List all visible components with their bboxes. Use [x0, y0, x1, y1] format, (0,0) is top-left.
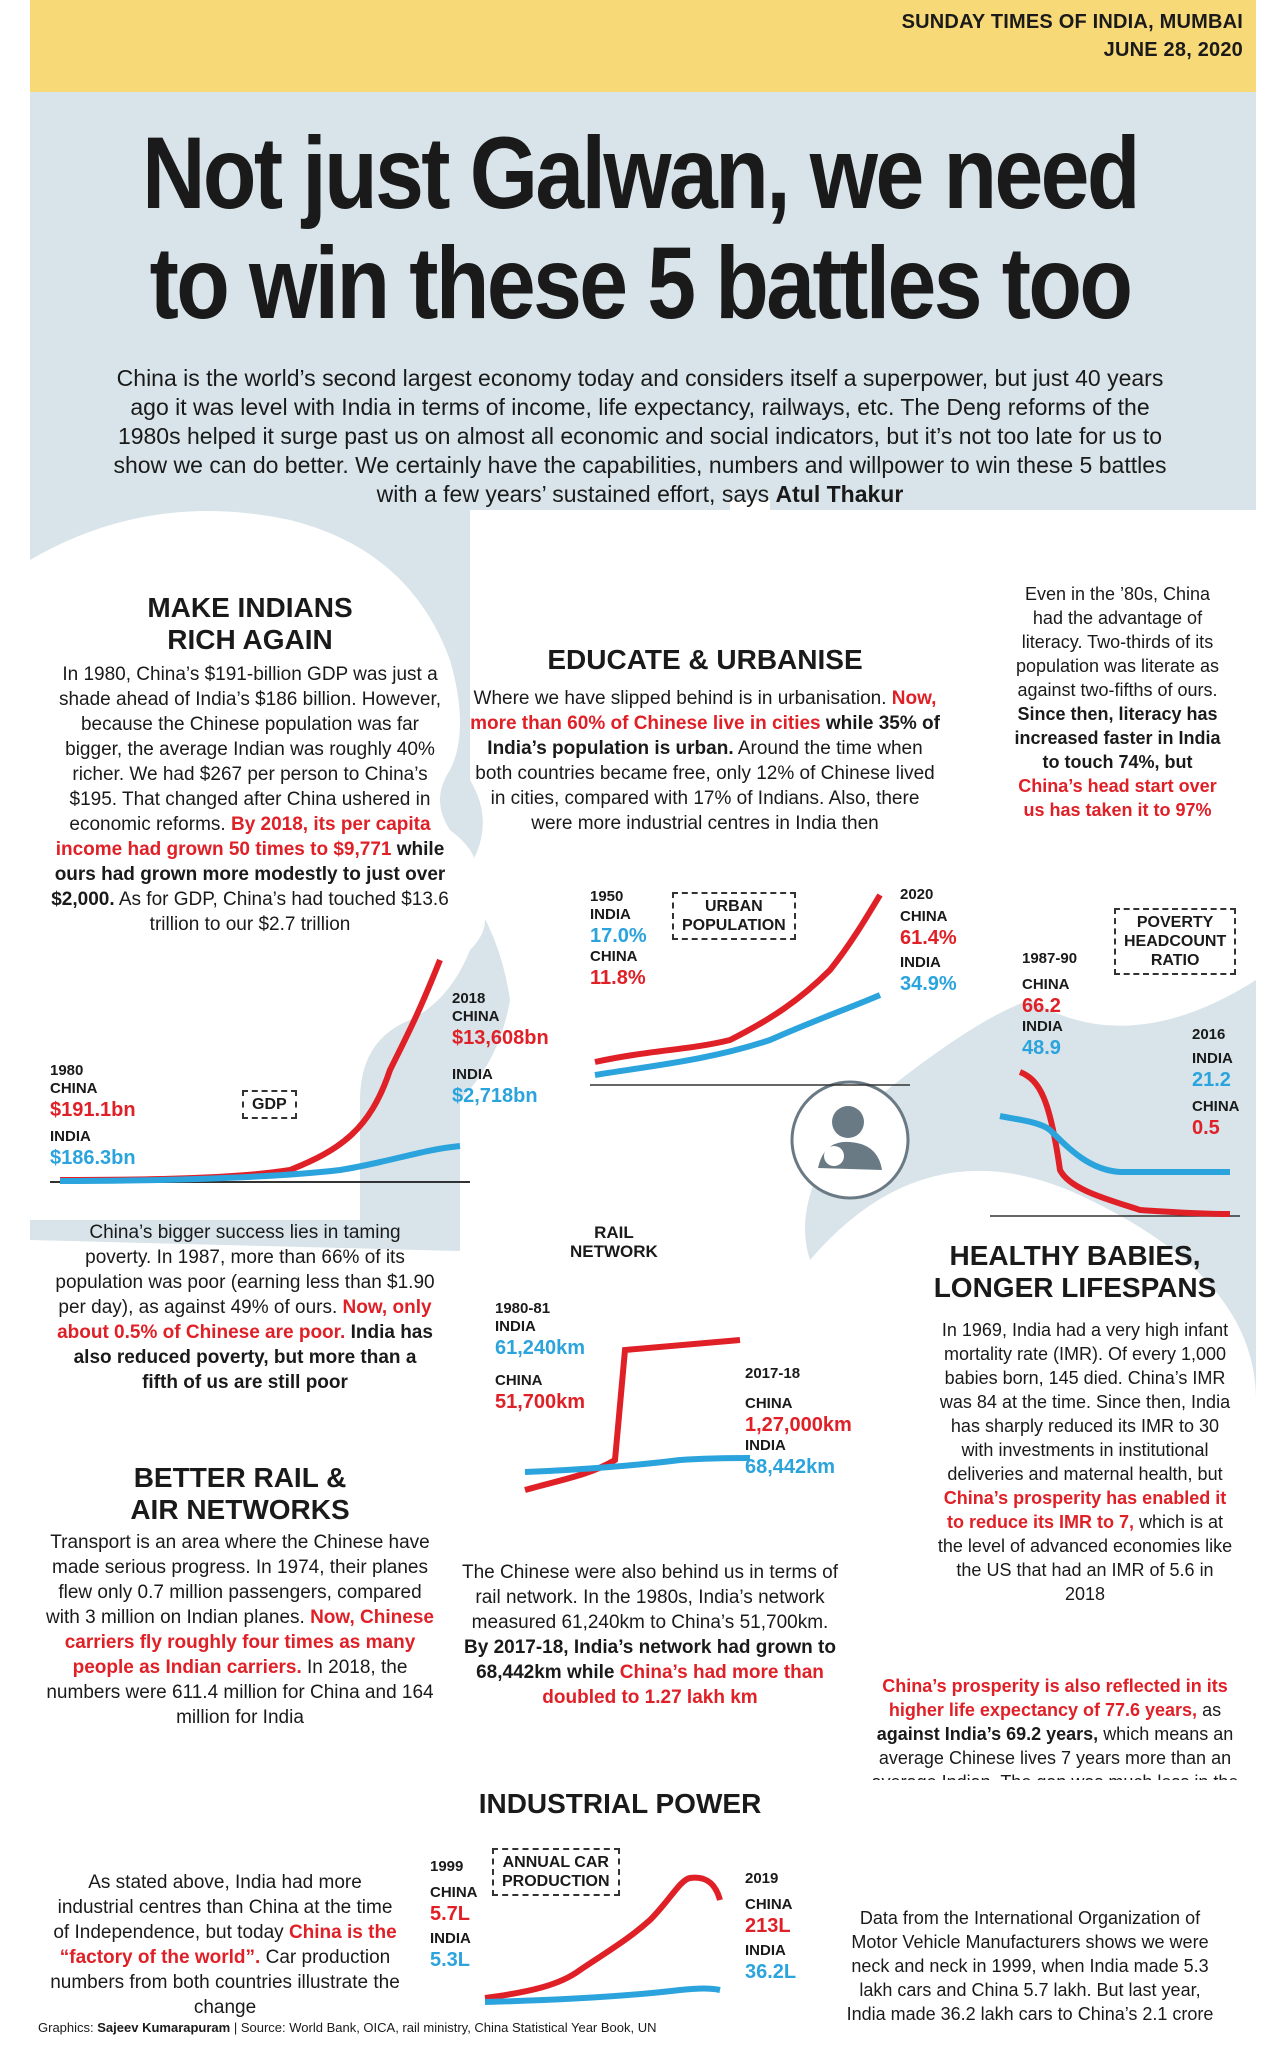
- gdp-china-label-end: CHINA: [452, 1008, 500, 1025]
- rich-paragraph-2: [55, 1220, 435, 1395]
- rail-title-line2: NETWORK: [570, 1242, 658, 1261]
- poverty-start-labels: [1022, 950, 1077, 1060]
- urban-india-label: INDIA: [590, 906, 631, 923]
- rail-chart-title: [562, 1220, 666, 1264]
- rail-india-label: INDIA: [495, 1318, 536, 1335]
- rich-p1-end: As for GDP, China’s had touched $13.6 trillion to our $2.7 trillion: [118, 889, 449, 935]
- headline-line1: Not just Galwan, we need: [142, 116, 1138, 230]
- literacy-bold: Since then, literacy has increased faster in India to touch 74%, but: [1014, 704, 1221, 772]
- section-title-rich: [60, 592, 440, 656]
- urban-start-year: 1950: [590, 888, 624, 905]
- rich-p2-red: Now, only about 0.5% of Chinese are poor.: [57, 1297, 432, 1343]
- rail-end-labels: [745, 1365, 852, 1479]
- rail-india-label-end: INDIA: [745, 1437, 786, 1454]
- urban-china-label-end: CHINA: [900, 908, 948, 925]
- car-start-year: 1999: [430, 1858, 464, 1875]
- rail-air-red: Now, Chinese carriers fly roughly four times as many people as Indian carriers.: [64, 1607, 434, 1678]
- educate-bold: while 35% of India’s population is urban.: [487, 713, 940, 759]
- industrial-text-b: Car production numbers from both countries illustrate the change: [50, 1947, 400, 2018]
- rich-title-line2: RICH AGAIN: [167, 624, 333, 655]
- educate-paragraph: [470, 686, 940, 836]
- poverty-china-end: 0.5: [1192, 1117, 1220, 1139]
- health-p2-a: as: [1202, 1700, 1222, 1720]
- gdp-chart-title: GDP: [242, 1090, 297, 1119]
- gdp-china-start: $191.1bn: [50, 1099, 136, 1121]
- rail-air-text-b: In 2018, the numbers were 611.4 million for China and 164 million for India: [46, 1657, 434, 1728]
- baby-icon: [790, 1080, 910, 1200]
- rich-p1-bold: while ours had grown more modestly to just over $2,000.: [51, 839, 446, 910]
- car-china-label-end: CHINA: [745, 1896, 793, 1913]
- rich-p2-text: China’s bigger success lies in taming poverty. In 1987, more than 66% of its population was poor (earning less than $1.90 per day), as against 49% of ours.: [55, 1222, 435, 1318]
- health-title-line1: HEALTHY BABIES,: [949, 1240, 1201, 1271]
- car-end-labels: [745, 1870, 796, 1984]
- car-india-end: 36.2L: [745, 1961, 797, 1983]
- publication-date: JUNE 28, 2020: [1103, 39, 1243, 61]
- gdp-india-start: $186.3bn: [50, 1147, 136, 1169]
- poverty-start-year: 1987-90: [1022, 950, 1078, 967]
- health-p2-red: China’s prosperity is also reflected in its higher life expectancy of 77.6 years,: [882, 1676, 1228, 1720]
- poverty-chart-title: [1114, 908, 1236, 975]
- urban-india-end: 34.9%: [900, 973, 957, 995]
- rich-p2-bold: India has also reduced poverty, but more than a fifth of us are still poor: [73, 1322, 433, 1393]
- car-india-label-end: INDIA: [745, 1942, 786, 1959]
- rail-india-start: 61,240km: [495, 1337, 586, 1359]
- rail-air-text-a: Transport is an area where the Chinese have made serious progress. In 1974, their planes flew only 0.7 million passengers, compared with 3 million on Indian planes.: [46, 1532, 430, 1628]
- author-name: Atul Thakur: [775, 481, 904, 507]
- car-india-label: INDIA: [430, 1930, 471, 1947]
- health-title-line2: LONGER LIFESPANS: [933, 1272, 1217, 1303]
- intro-text: China is the world’s second largest economy today and considers itself a superpower, but just 40 years ago it was level with India in terms of income, life expectancy, railways, etc. The Deng reforms of the 1980s helped it surge past us on almost all economic and social indicators, but it’s not too late for us to show we can do better. We certainly have the capabilities, numbers and willpower to win these 5 battles with a few years’ sustained effort, says: [113, 365, 1167, 507]
- rail-air-paragraph: [45, 1530, 435, 1730]
- publication-info: [902, 8, 1243, 64]
- poverty-china-start: 66.2: [1022, 995, 1061, 1017]
- urban-china-end: 61.4%: [900, 927, 957, 949]
- section-title-educate: EDUCATE & URBANISE: [547, 644, 863, 675]
- car-china-label: CHINA: [430, 1884, 478, 1901]
- rail-title-line1: RAIL: [594, 1223, 634, 1242]
- gdp-china-label: CHINA: [50, 1080, 98, 1097]
- car-end-year: 2019: [745, 1870, 779, 1887]
- section-title-rail-air: [90, 1462, 390, 1526]
- poverty-india-start: 48.9: [1022, 1037, 1061, 1059]
- gdp-india-end: $2,718bn: [452, 1085, 538, 1107]
- poverty-india-line: [1000, 1116, 1230, 1172]
- rail-india-end: 68,442km: [745, 1456, 836, 1478]
- health-p2-bold: against India’s 69.2 years,: [876, 1724, 1099, 1744]
- car-chart: [480, 1870, 740, 2010]
- health-p2-end: which means an average Chinese lives 7 years more than an: [878, 1724, 1234, 1768]
- poverty-title-line2: HEADCOUNT: [1124, 933, 1227, 950]
- rail-text-bold: By 2017-18, India’s network had grown to 68,442km while: [464, 1637, 836, 1683]
- educate-text-a: Where we have slipped behind is in urbanisation.: [473, 688, 887, 709]
- gdp-start-year: 1980: [50, 1062, 84, 1079]
- car-start-labels: [430, 1858, 478, 1972]
- poverty-india-label-end: INDIA: [1192, 1050, 1233, 1067]
- car-china-line: [485, 1878, 720, 1998]
- intro-paragraph: [110, 364, 1170, 509]
- footer-credits: [38, 2020, 657, 2036]
- literacy-paragraph: [1010, 582, 1225, 822]
- poverty-india-label: INDIA: [1022, 1018, 1063, 1035]
- gdp-end-labels: [452, 990, 549, 1108]
- health-p1-end: which is at the level of advanced economies like the US that had an IMR of 5.6 in 2018: [937, 1512, 1233, 1604]
- car-china-end: 213L: [745, 1915, 791, 1937]
- rail-china-label-end: CHINA: [745, 1395, 793, 1412]
- gdp-start-labels: [50, 1062, 136, 1170]
- poverty-india-end: 21.2: [1192, 1069, 1231, 1091]
- footer-source: | Source: World Bank, OICA, rail ministry, China Statistical Year Book, UN: [233, 2020, 657, 2035]
- car-india-start: 5.3L: [430, 1949, 471, 1971]
- urban-title-line1: URBAN: [704, 898, 763, 915]
- headline: [124, 118, 1156, 338]
- urban-title-line2: POPULATION: [682, 917, 786, 934]
- urban-end-year: 2020: [900, 886, 934, 903]
- rail-air-title-line2: AIR NETWORKS: [130, 1494, 350, 1525]
- poverty-title-line3: RATIO: [1150, 952, 1200, 969]
- rich-p1-red: By 2018, its per capita income had grown 50 times to $9,771: [55, 814, 431, 860]
- poverty-title-line1: POVERTY: [1136, 914, 1214, 931]
- urban-start-labels: [590, 888, 647, 990]
- urban-end-labels: [900, 886, 957, 996]
- urban-india-start: 17.0%: [590, 925, 647, 947]
- rail-china-end: 1,27,000km: [745, 1414, 852, 1436]
- car-title-line2: PRODUCTION: [502, 1873, 610, 1890]
- industrial-text-a: As stated above, India had more industrial centres than China at the time of Independence, but today: [53, 1872, 393, 1943]
- health-p1-red: China’s prosperity has enabled it to reduce its IMR to 7,: [943, 1488, 1227, 1532]
- gdp-end-year: 2018: [452, 990, 486, 1007]
- poverty-china-label-end: CHINA: [1192, 1098, 1240, 1115]
- poverty-china-label: CHINA: [1022, 976, 1070, 993]
- industrial-right-paragraph: Data from the International Organization of Motor Vehicle Manufacturers shows we were neck and neck in 1999, when India made 5.3 lakh cars and China 5.7 lakh. But last year, India made 36.2 lakh cars to China’s 2.1 crore: [846, 1908, 1214, 2024]
- rail-china-start: 51,700km: [495, 1391, 586, 1413]
- urban-india-label-end: INDIA: [900, 954, 941, 971]
- health-paragraph-1: [935, 1318, 1235, 1606]
- rail-china-label: CHINA: [495, 1372, 543, 1389]
- rail-text-paragraph: [460, 1560, 840, 1710]
- gdp-china-end: $13,608bn: [452, 1027, 549, 1049]
- poverty-chart: [990, 1060, 1240, 1220]
- car-china-start: 5.7L: [430, 1903, 471, 1925]
- rail-air-title-line1: BETTER RAIL &: [133, 1462, 347, 1493]
- poverty-end-year: 2016: [1192, 1026, 1226, 1043]
- rail-chart: [520, 1330, 760, 1500]
- urban-china-start: 11.8%: [590, 967, 646, 989]
- rail-start-year: 1980-81: [495, 1300, 551, 1317]
- rail-text-red: China’s had more than doubled to 1.27 lakh km: [542, 1662, 824, 1708]
- rich-title-line1: MAKE INDIANS: [147, 592, 353, 623]
- rail-text-a: The Chinese were also behind us in terms of rail network. In the 1980s, India’s network measured 61,240km to China’s 51,700km.: [462, 1562, 838, 1633]
- gdp-india-label: INDIA: [50, 1128, 91, 1145]
- footer-graphics-label: Graphics:: [38, 2020, 94, 2035]
- section-title-industrial: INDUSTRIAL POWER: [478, 1788, 762, 1819]
- publication-name: SUNDAY TIMES OF INDIA, MUMBAI: [901, 11, 1243, 33]
- rich-paragraph-1: [50, 662, 450, 937]
- footer-graphics-name: Sajeev Kumarapuram: [97, 2020, 231, 2035]
- educate-text-b: Around the time when both countries became free, only 12% of Chinese lived in cities, compared with 17% of Indians. Also, there were more industrial centres in India then: [475, 738, 935, 834]
- rich-p1-text: In 1980, China’s $191-billion GDP was just a shade ahead of India’s $186 billion. However, because the Chinese population was far bigger, the average Indian was roughly 40% richer. We had $267 per person to China’s $195. That changed after China ushered in economic reforms.: [58, 664, 442, 835]
- rail-india-line: [525, 1458, 750, 1472]
- poverty-china-line: [1020, 1072, 1230, 1214]
- health-p1-text: In 1969, India had a very high infant mortality rate (IMR). Of every 1,000 babies born, 145 died. China’s IMR was 84 at the time. Since then, India has sharply reduced its IMR to 30 with investments in institutional deliveries and maternal health, but: [939, 1320, 1231, 1484]
- headline-line2: to win these 5 battles too: [149, 226, 1131, 340]
- industrial-paragraph: [50, 1870, 400, 2020]
- literacy-red: China’s head start over us has taken it to 97%: [1018, 776, 1217, 820]
- urban-chart-title: [672, 892, 796, 940]
- section-title-health: [930, 1240, 1220, 1304]
- rail-end-year: 2017-18: [745, 1365, 801, 1382]
- literacy-text: Even in the ’80s, China had the advantage of literacy. Two-thirds of its population was literate as against two-fifths of ours.: [1015, 584, 1220, 700]
- educate-red: Now, more than 60% of Chinese live in cities: [470, 688, 937, 734]
- gdp-india-label-end: INDIA: [452, 1066, 493, 1083]
- car-title-line1: ANNUAL CAR: [502, 1854, 609, 1871]
- urban-china-label: CHINA: [590, 948, 638, 965]
- industrial-red: China is the “factory of the world”.: [59, 1922, 397, 1968]
